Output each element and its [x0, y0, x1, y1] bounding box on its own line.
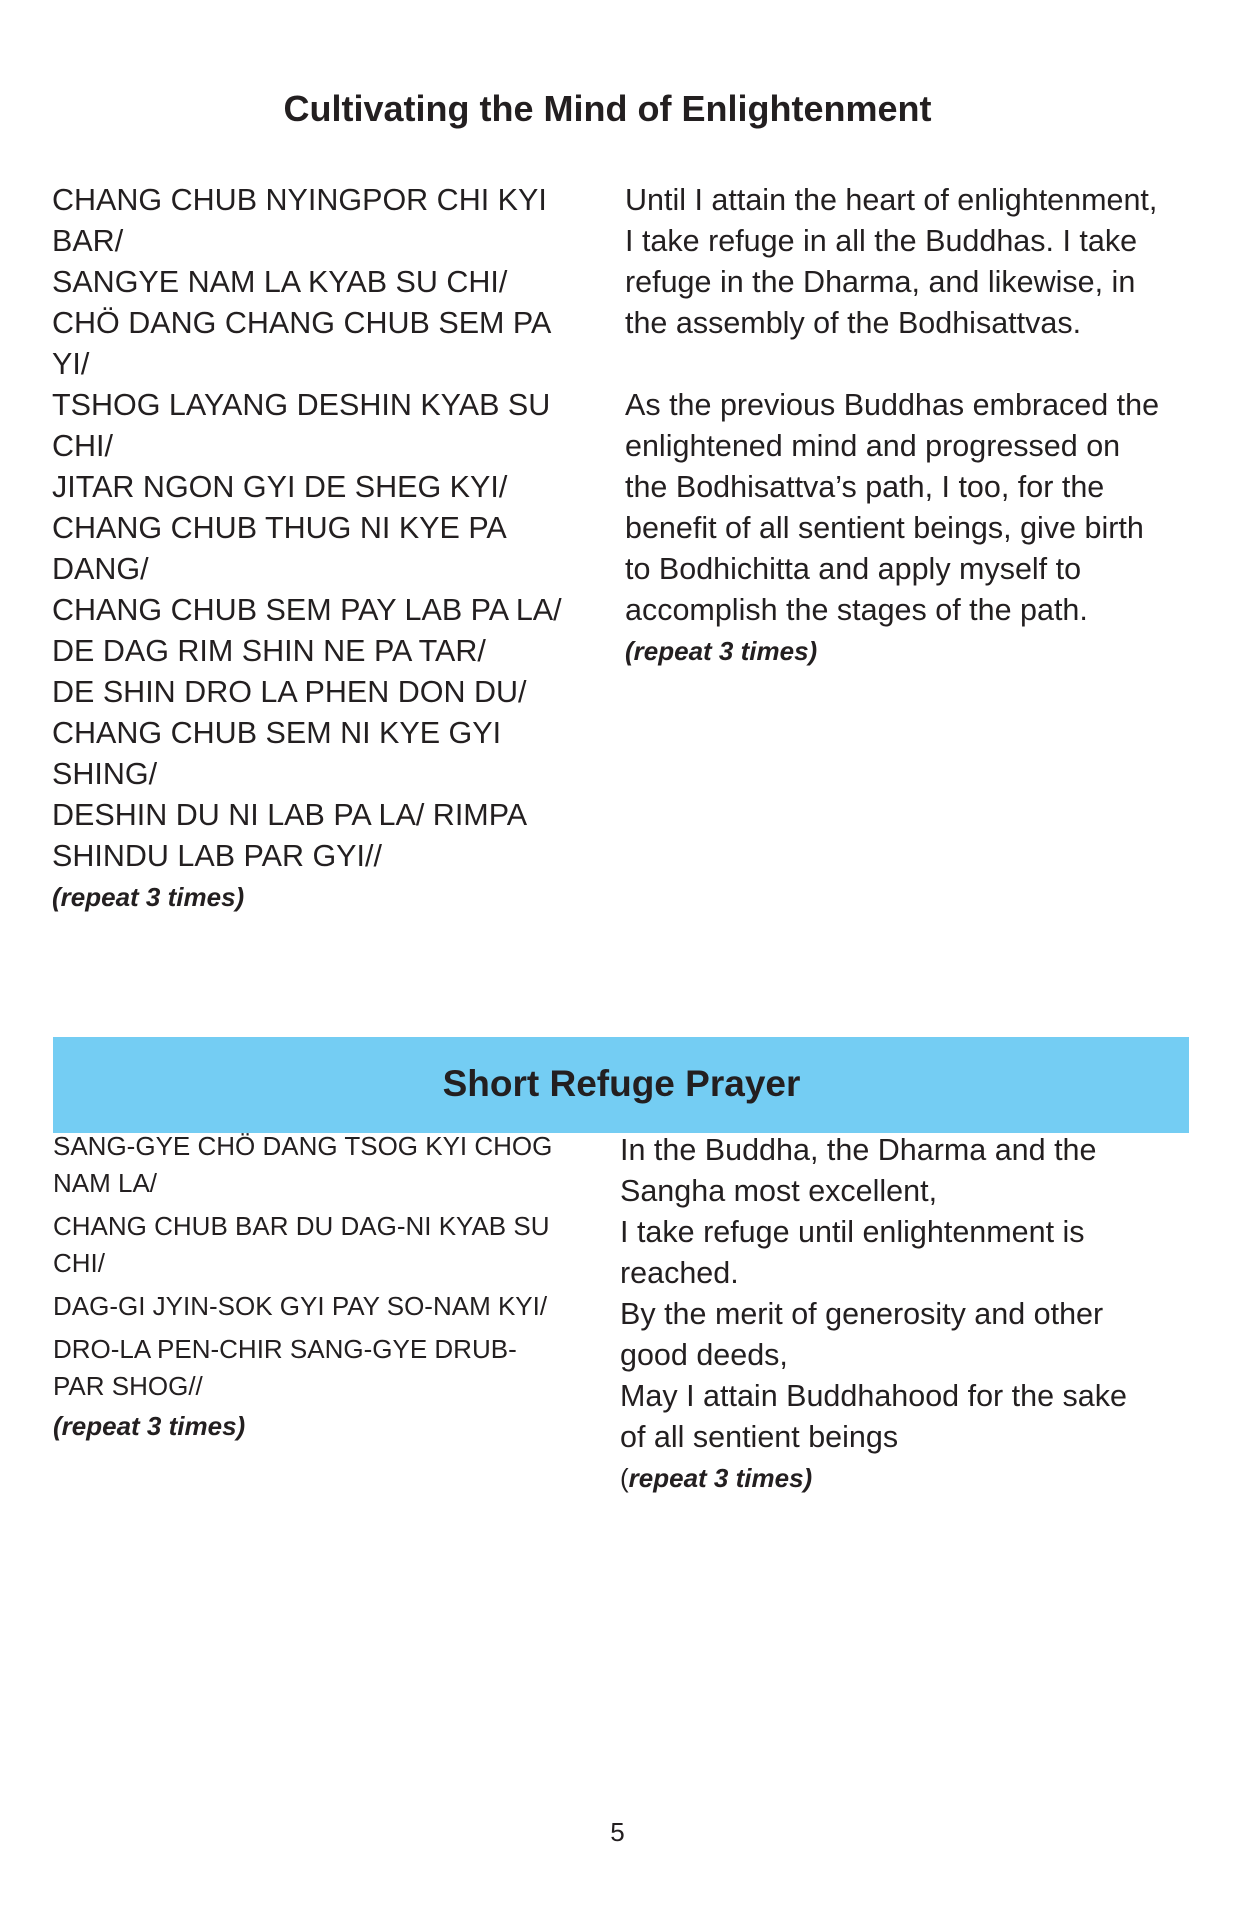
- english-line: to Bodhichitta and apply myself to: [625, 552, 1082, 586]
- english-line: Until I attain the heart of enlightenment,: [625, 183, 1158, 217]
- english-line: of all sentient beings: [620, 1420, 899, 1454]
- english-line: As the previous Buddhas embraced the: [625, 388, 1160, 422]
- tibetan-line: BAR/: [52, 224, 124, 258]
- english-line: May I attain Buddhahood for the sake: [620, 1379, 1127, 1413]
- tibetan-line: SHING/: [52, 757, 158, 791]
- tibetan-verse: [53, 1208, 613, 1282]
- section-title-cultivating-mind: Cultivating the Mind of Enlightenment: [283, 88, 932, 129]
- repeat-instruction: (repeat 3 times): [52, 882, 245, 912]
- english-line: Sangha most excellent,: [620, 1174, 938, 1208]
- tibetan-line: CHANG CHUB SEM NI KYE GYI: [52, 716, 502, 750]
- tibetan-line: DANG/: [52, 552, 149, 586]
- tibetan-line: CHI/: [53, 1248, 105, 1278]
- tibetan-line: NAM LA/: [53, 1168, 158, 1198]
- tibetan-line: YI/: [52, 347, 90, 381]
- tibetan-line: DRO-LA PEN-CHIR SANG-GYE DRUB-: [53, 1334, 517, 1364]
- tibetan-verse: [53, 1331, 613, 1405]
- tibetan-line: DE SHIN DRO LA PHEN DON DU/: [52, 675, 527, 709]
- english-line: refuge in the Dharma, and likewise, in: [625, 265, 1136, 299]
- page-number: 5: [610, 1817, 625, 1847]
- repeat-text: repeat 3 times): [628, 1463, 813, 1493]
- repeat-instruction: (repeat 3 times): [625, 636, 818, 666]
- english-line: reached.: [620, 1256, 739, 1290]
- tibetan-line: SANGYE NAM LA KYAB SU CHI/: [52, 265, 508, 299]
- english-line: the Bodhisattva’s path, I too, for the: [625, 470, 1105, 504]
- english-column-2: [620, 1130, 1180, 1499]
- tibetan-line: CHANG CHUB SEM PAY LAB PA LA/: [52, 593, 562, 627]
- english-line: the assembly of the Bodhisattvas.: [625, 306, 1082, 340]
- english-line: By the merit of generosity and other: [620, 1297, 1104, 1331]
- repeat-instruction: (repeat 3 times): [53, 1411, 246, 1441]
- tibetan-line: PAR SHOG//: [53, 1371, 203, 1401]
- tibetan-line: CHI/: [52, 429, 113, 463]
- tibetan-line: DAG-GI JYIN-SOK GYI PAY SO-NAM KYI/: [53, 1291, 548, 1321]
- tibetan-verse: [53, 1288, 613, 1325]
- tibetan-line: TSHOG LAYANG DESHIN KYAB SU: [52, 388, 551, 422]
- tibetan-line: CHANG CHUB BAR DU DAG-NI KYAB SU: [53, 1211, 550, 1241]
- english-line: good deeds,: [620, 1338, 788, 1372]
- repeat-instruction: [620, 1458, 1180, 1499]
- tibetan-line: SHINDU LAB PAR GYI//: [52, 839, 382, 873]
- english-line: I take refuge in all the Buddhas. I take: [625, 224, 1138, 258]
- english-line: accomplish the stages of the path.: [625, 593, 1088, 627]
- tibetan-line: SANG-GYE CHÖ DANG TSOG KYI CHOG: [53, 1131, 553, 1161]
- english-line: benefit of all sentient beings, give birth: [625, 511, 1144, 545]
- tibetan-line: CHANG CHUB NYINGPOR CHI KYI: [52, 183, 547, 217]
- tibetan-line: JITAR NGON GYI DE SHEG KYI/: [52, 470, 508, 504]
- section-title-short-refuge: Short Refuge Prayer: [442, 1063, 801, 1104]
- tibetan-line: DESHIN DU NI LAB PA LA/ RIMPA: [52, 798, 528, 832]
- tibetan-column-1: [52, 180, 612, 918]
- repeat-open-paren: (: [620, 1463, 629, 1493]
- tibetan-line: DE DAG RIM SHIN NE PA TAR/: [52, 634, 486, 668]
- paragraph-gap: [625, 344, 1215, 385]
- english-line: I take refuge until enlightenment is: [620, 1215, 1085, 1249]
- tibetan-verse: [53, 1128, 613, 1202]
- english-line: enlightened mind and progressed on: [625, 429, 1121, 463]
- english-column-1: [625, 180, 1215, 672]
- tibetan-line: CHANG CHUB THUG NI KYE PA: [52, 511, 507, 545]
- tibetan-column-2: [53, 1128, 613, 1442]
- tibetan-line: CHÖ DANG CHANG CHUB SEM PA: [52, 306, 552, 340]
- english-line: In the Buddha, the Dharma and the: [620, 1133, 1097, 1167]
